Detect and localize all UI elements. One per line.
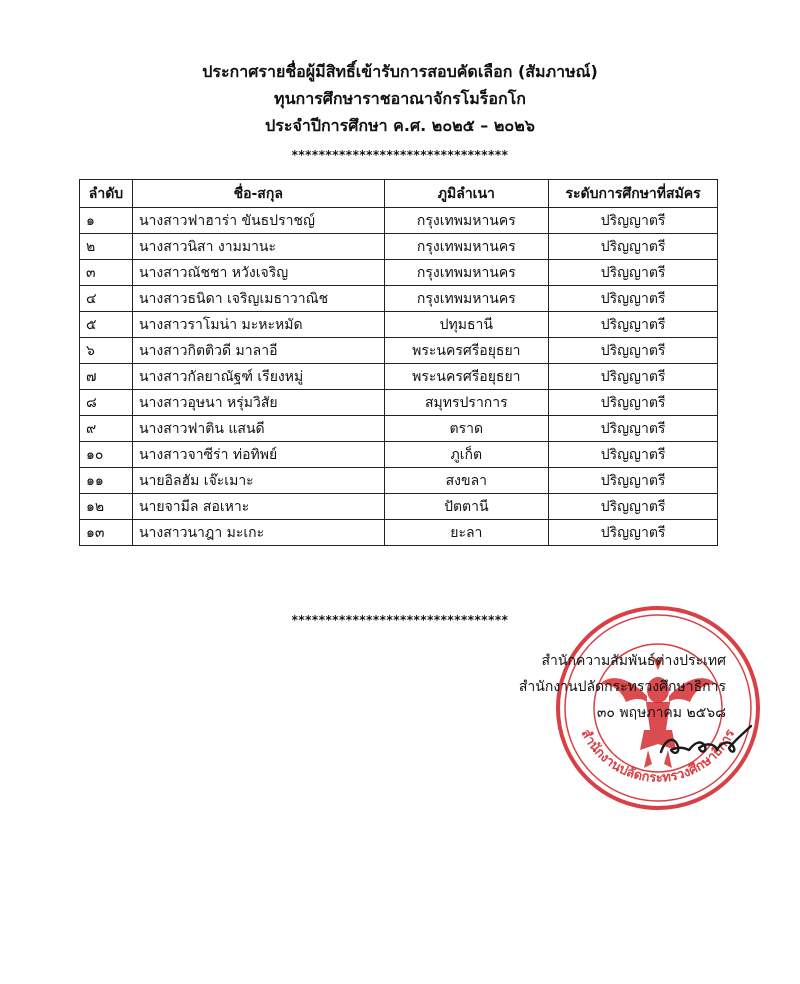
row-level: ปริญญาตรี bbox=[549, 338, 718, 364]
separator-top: ******************************** bbox=[291, 148, 509, 162]
row-name: นางสาวอุษนา หรุ่มวิสัย bbox=[132, 390, 384, 416]
row-number: ๖ bbox=[80, 338, 133, 364]
row-level: ปริญญาตรี bbox=[549, 364, 718, 390]
row-name: นางสาวกัลยาณัฐฑ์ เรียงหมู่ bbox=[132, 364, 384, 390]
row-level: ปริญญาตรี bbox=[549, 260, 718, 286]
announcement-date: ๓๐ พฤษภาคม ๒๕๖๘ bbox=[596, 705, 726, 721]
row-name: นางสาวฟาฮาร่า ขันธปราชญ์ bbox=[132, 208, 384, 234]
row-number: ๗ bbox=[80, 364, 133, 390]
row-number: ๘ bbox=[80, 390, 133, 416]
title-line-1: ประกาศรายชื่อผู้มีสิทธิ์เข้ารับการสอบคัดเลือก (สัมภาษณ์) bbox=[202, 62, 598, 81]
row-hometown: ภูเก็ต bbox=[384, 442, 549, 468]
row-name: นางสาวธนิดา เจริญเมธาวาณิช bbox=[132, 286, 384, 312]
row-hometown: กรุงเทพมหานคร bbox=[384, 286, 549, 312]
office-line-2: สำนักงานปลัดกระทรวงศึกษาธิการ bbox=[518, 679, 726, 695]
table-row bbox=[80, 494, 718, 520]
row-number: ๑ bbox=[80, 208, 133, 234]
table-row bbox=[80, 468, 718, 494]
header-level: ระดับการศึกษาที่สมัคร bbox=[549, 180, 718, 208]
office-line-1: สำนักความสัมพันธ์ต่างประเทศ bbox=[541, 653, 726, 669]
row-number: ๙ bbox=[80, 416, 133, 442]
row-hometown: ตราด bbox=[384, 416, 549, 442]
row-name: นางสาวราโมน่า มะหะหมัด bbox=[132, 312, 384, 338]
header-hometown: ภูมิลำเนา bbox=[384, 180, 549, 208]
row-level: ปริญญาตรี bbox=[549, 442, 718, 468]
row-level: ปริญญาตรี bbox=[549, 234, 718, 260]
table-row bbox=[80, 416, 718, 442]
row-number: ๑๒ bbox=[80, 494, 133, 520]
row-level: ปริญญาตรี bbox=[549, 390, 718, 416]
table-row bbox=[80, 442, 718, 468]
row-hometown: ปัตตานี bbox=[384, 494, 549, 520]
row-number: ๔ bbox=[80, 286, 133, 312]
row-level: ปริญญาตรี bbox=[549, 468, 718, 494]
candidate-table bbox=[79, 179, 718, 546]
row-level: ปริญญาตรี bbox=[549, 208, 718, 234]
title-line-3: ประจำปีการศึกษา ค.ศ. ๒๐๒๕ – ๒๐๒๖ bbox=[265, 116, 535, 135]
table-row bbox=[80, 338, 718, 364]
row-hometown: สมุทรปราการ bbox=[384, 390, 549, 416]
signature-block bbox=[519, 648, 726, 726]
table-header-row bbox=[80, 180, 718, 208]
header-name: ชื่อ-สกุล bbox=[132, 180, 384, 208]
handwritten-signature bbox=[655, 722, 755, 762]
row-name: นางสาวณัชชา หวังเจริญ bbox=[132, 260, 384, 286]
row-level: ปริญญาตรี bbox=[549, 416, 718, 442]
row-name: นางสาวฟาติน แสนดี bbox=[132, 416, 384, 442]
separator-bottom: ******************************** bbox=[291, 613, 509, 627]
row-number: ๕ bbox=[80, 312, 133, 338]
stamp-text: สำนักงานปลัดกระทรวงศึกษาธิการ bbox=[577, 727, 739, 786]
table-row bbox=[80, 364, 718, 390]
row-hometown: ปทุมธานี bbox=[384, 312, 549, 338]
row-hometown: กรุงเทพมหานคร bbox=[384, 260, 549, 286]
title-line-2: ทุนการศึกษาราชอาณาจักรโมร็อกโก bbox=[274, 89, 526, 108]
row-number: ๑๑ bbox=[80, 468, 133, 494]
row-name: นางสาวนิสา งามมานะ bbox=[132, 234, 384, 260]
table-row bbox=[80, 234, 718, 260]
row-hometown: กรุงเทพมหานคร bbox=[384, 234, 549, 260]
table-row bbox=[80, 286, 718, 312]
row-level: ปริญญาตรี bbox=[549, 286, 718, 312]
announcement-title bbox=[0, 58, 800, 139]
table-row bbox=[80, 520, 718, 546]
row-level: ปริญญาตรี bbox=[549, 494, 718, 520]
row-name: นางสาวจาซีร่า ท่อทิพย์ bbox=[132, 442, 384, 468]
table-row bbox=[80, 260, 718, 286]
row-name: นางสาวนาฎา มะเกะ bbox=[132, 520, 384, 546]
row-hometown: ยะลา bbox=[384, 520, 549, 546]
row-number: ๓ bbox=[80, 260, 133, 286]
row-hometown: พระนครศรีอยุธยา bbox=[384, 364, 549, 390]
row-hometown: กรุงเทพมหานคร bbox=[384, 208, 549, 234]
row-number: ๑๐ bbox=[80, 442, 133, 468]
row-level: ปริญญาตรี bbox=[549, 312, 718, 338]
row-name: นางสาวกิตติวดี มาลาอี bbox=[132, 338, 384, 364]
table-row bbox=[80, 312, 718, 338]
header-order: ลำดับ bbox=[80, 180, 133, 208]
row-name: นายจามีล สอเหาะ bbox=[132, 494, 384, 520]
row-number: ๒ bbox=[80, 234, 133, 260]
table-row bbox=[80, 390, 718, 416]
row-name: นายอิลฮัม เจ๊ะเมาะ bbox=[132, 468, 384, 494]
row-hometown: สงขลา bbox=[384, 468, 549, 494]
row-level: ปริญญาตรี bbox=[549, 520, 718, 546]
table-row bbox=[80, 208, 718, 234]
row-hometown: พระนครศรีอยุธยา bbox=[384, 338, 549, 364]
row-number: ๑๓ bbox=[80, 520, 133, 546]
